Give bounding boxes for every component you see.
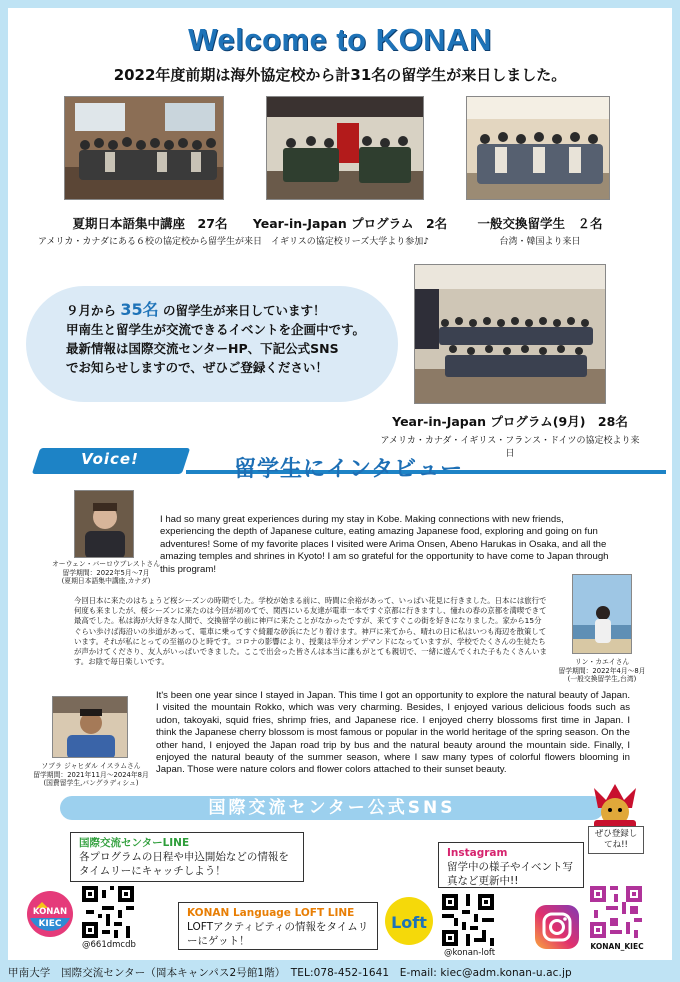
loft-info-box (178, 902, 378, 950)
instagram-info-box (438, 842, 584, 888)
page-title: Welcome to KONAN (188, 22, 492, 57)
interview-text-lin: 今回日本に来たのはちょうど桜シーズンの時期でした。学校が始まる前に、時間に余裕があって、いっぱい花見に行きました。日本には旅行で何度も来ましたが、桜シーズンに来たのは今回が初めてで、関西にいる友達が電車一本ですぐ京都に行きますし、憧れの春の京都を満喫できて最高でした。私は海が大好きな人間で、交換留学の前に神戸に来たことがなかったですが、来てすぐこの街を好きになりました。家から15分ぐらい歩けば海沿いの歩道があって、電車に乗ってすぐ綺麗な砂浜にたどり着けます。神戸に来てから、晴れの日に私はいつも海辺を散策しています。それが私にとっての至福のひと時です。コロナの影響により、授業は半分オンデマンドになっていますが、学校でたくさんの生徒たちが声かけてくださり、友人がいっぱいできました。ここで出会った皆さんは本当に誰もがとても親切で、一緒に遊んでくれた子もたくさんいます。お陰で毎日楽しいです。 (74, 596, 547, 667)
line-handle: @661dmcdb (82, 940, 136, 950)
photo-yij-september (414, 264, 606, 404)
interview-caption-sobra: ソブラ ジャヒダル イスラムさん 留学期間：2021年11月～2024年8月 (国費留学生,バングラディシュ) (33, 762, 149, 788)
voice-badge: Voice! (81, 450, 139, 468)
instagram-name: KONAN_KIEC (590, 942, 644, 951)
program-note-yij-sept: アメリカ・カナダ・イギリス・フランス・ドイツの協定校より来日 (380, 436, 640, 459)
interview-photo-sobra (52, 696, 128, 758)
program-label-summer: 夏期日本語集中講座 27名 (72, 216, 228, 231)
kiec-logo-text-top: KONAN (32, 907, 68, 917)
program-note-yij: イギリスの協定校リーズ大学より参加♪ (270, 237, 430, 247)
mascot-sign: ぜひ登録してね!! (588, 826, 644, 854)
loft-logo-text: Loft (391, 913, 427, 932)
page-subtitle: 2022年度前期は海外協定校から計31名の留学生が来日しました。 (113, 66, 567, 84)
loft-logo (384, 896, 434, 946)
interview-text-owen: I had so many great experiences during my stay in Kobe. Making connections with new friends, experiencing the depth of Japanese culture, eating amazing Japanese food, exploring and going on fun adventures! Some of my favorite places I visited were Arima Onsen, Abeno Harukas in Osaka, and all the amazing temples and shrines in Kyoto! I am so grateful for the opportunity to have come to Japan through this program! (160, 514, 609, 575)
program-note-summer: アメリカ・カナダにある６校の協定校から留学生が来日 (38, 237, 262, 247)
instagram-box-heading: Instagram (447, 847, 508, 859)
photo-summer-program (64, 96, 224, 200)
interview-photo-lin (572, 574, 632, 654)
photo-year-in-japan (266, 96, 424, 200)
instagram-qr-code[interactable] (590, 886, 642, 938)
loft-qr-code[interactable] (442, 894, 494, 946)
arrival-count: 35名 (120, 300, 159, 319)
interview-photo-owen (74, 490, 134, 558)
sns-section-title: 国際交流センター公式SNS (60, 796, 604, 820)
interview-caption-owen: オーウェン・バーロウブレストさん 留学期間：2022年5月～7月 (夏期日本語集中講座,カナダ) (51, 560, 160, 586)
program-label-yij: Year-in-Japan プログラム 2名 (252, 216, 448, 231)
program-label-exchange: 一般交換留学生 ２名 (477, 216, 603, 231)
kiec-logo-text-bottom: KIEC (38, 919, 62, 929)
line-box-body: 各プログラムの日程や申込開始などの情報をタイムリーにキャッチしよう！ (79, 851, 289, 877)
line-box-heading: 国際交流センターLINE (79, 837, 190, 849)
kiec-logo (26, 890, 74, 938)
line-qr-code[interactable] (82, 886, 134, 938)
line-info-box (70, 832, 304, 882)
interview-title: 留学生にインタビュー (234, 457, 464, 482)
instagram-icon[interactable] (534, 904, 580, 950)
program-label-yij-sept: Year-in-Japan プログラム(9月) 28名 (392, 414, 628, 429)
loft-handle: @konan-loft (444, 948, 496, 958)
instagram-box-body: 留学中の様子やイベント写真など更新中!! (447, 861, 573, 887)
loft-box-heading: KONAN Language LOFT LINE (187, 907, 355, 919)
interview-caption-lin: リン・カエイさん 留学期間：2022年4月～8月 (一般交換留学生,台湾) (558, 658, 646, 684)
footer-contact: 甲南大学 国際交流センター（岡本キャンパス2号館1階） TEL:078-452-1641 E-mail: kiec@adm.konan-u.ac.jp (8, 967, 572, 979)
program-note-exchange: 台湾・韓国より来日 (499, 237, 581, 247)
photo-exchange-students (466, 96, 610, 200)
interview-text-sobra: It's been one year since I stayed in Japan. This time I got an opportunity to explore the natural beauty of Japan. I visited the mountain Rokko, which was very charming. Besides, I enjoyed various delicious foods such as udon, takoyaki, squid fries, shrimp fries, and Japanese rice. I enjoyed cherry blossoms first time in Japan. I think the Japanese cherry blossom is most famous or popular in the world heritage of the spring season. On the other hand, I enjoyed the Japan road trip by bus and the natural beauty around the mountain side. Finally, I enjoyed the natural beauty of the summer season, where I saw many types of colorful flowers blooming in Japan. Those were nature colors and flower colors attached to their sunset beauty. (156, 690, 630, 776)
announcement-text: ９月から 35名 の留学生が来日しています！ 甲南生と留学生が交流できるイベントを企画中です。 最新情報は国際交流センターHP、下記公式SNS でお知らせしますので、ぜひご登録ください！ (66, 300, 366, 375)
loft-box-body: LOFTアクティビティの情報をタイムリーにゲット！ (187, 921, 369, 947)
